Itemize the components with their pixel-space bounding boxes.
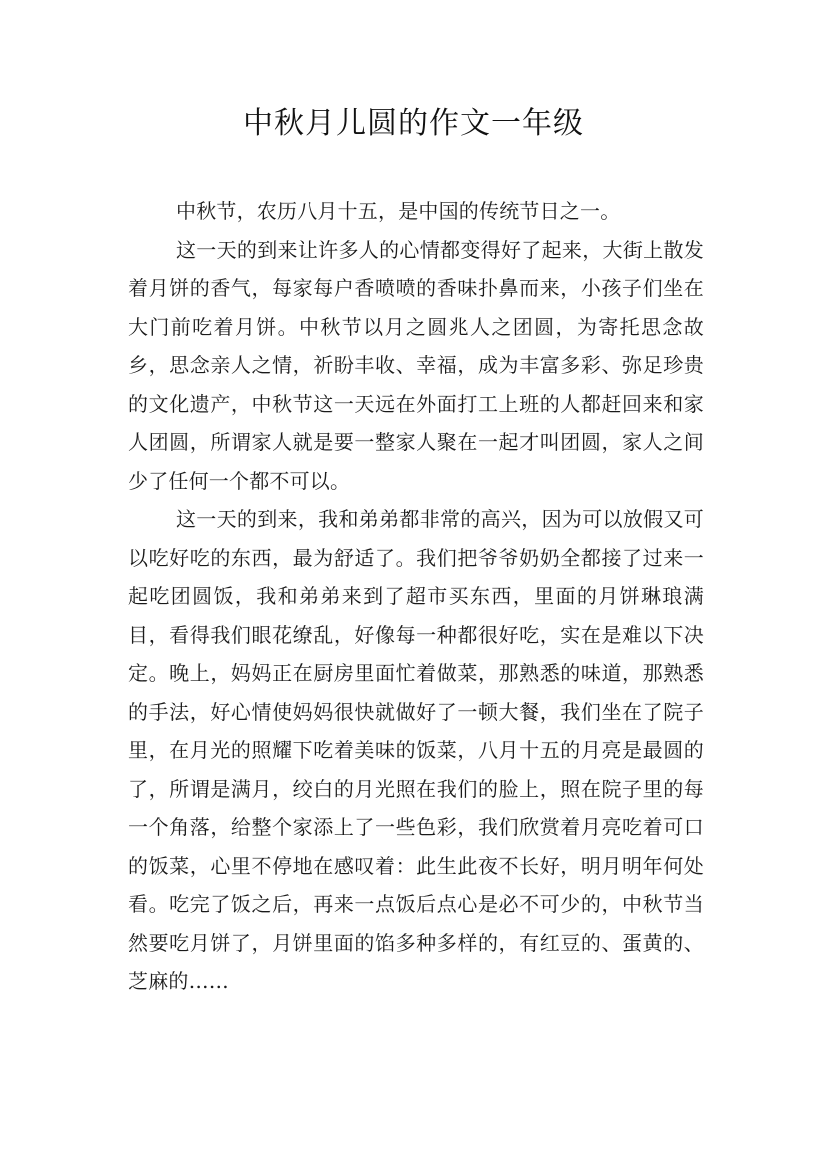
document-title: 中秋月儿圆的作文一年级 — [243, 106, 584, 141]
paragraph-2: 这一天的到来让许多人的心情都变得好了起来，大街上散发着月饼的香气，每家每户香喷喷的香味扑鼻而来，小孩子们坐在大门前吃着月饼。中秋节以月之圆兆人之团圆，为寄托思念故乡，思念亲人之情，祈盼丰收、幸福，成为丰富多彩、弥足珍贵的文化遗产，中秋节这一天远在外面打工上班的人都赶回来和家人团圆，所谓家人就是要一整家人聚在一起才叫团圆，家人之间少了任何一个都不可以。 — [128, 237, 704, 493]
paragraph-1: 中秋节，农历八月十五，是中国的传统节日之一。 — [176, 199, 621, 223]
paragraph-3: 这一天的到来，我和弟弟都非常的高兴，因为可以放假又可以吃好吃的东西，最为舒适了。我们把爷爷奶奶全都接了过来一起吃团圆饭，我和弟弟来到了超市买东西，里面的月饼琳琅满目，看得我们眼花缭乱，好像每一种都很好吃，实在是难以下决定。晚上，妈妈正在厨房里面忙着做菜，那熟悉的味道，那熟悉的手法，好心情使妈妈很快就做好了一顿大餐，我们坐在了院子里，在月光的照耀下吃着美味的饭菜，八月十五的月亮是最圆的了，所谓是满月，绞白的月光照在我们的脸上，照在院子里的每一个角落，给整个家添上了一些色彩，我们欣赏着月亮吃着可口的饭菜，心里不停地在感叹着：此生此夜不长好，明月明年何处看。吃完了饭之后，再来一点饭后点心是必不可少的，中秋节当然要吃月饼了，月饼里面的馅多种多样的，有红豆的、蛋黄的、芝麻的…… — [128, 507, 704, 993]
document-body — [128, 192, 704, 1001]
